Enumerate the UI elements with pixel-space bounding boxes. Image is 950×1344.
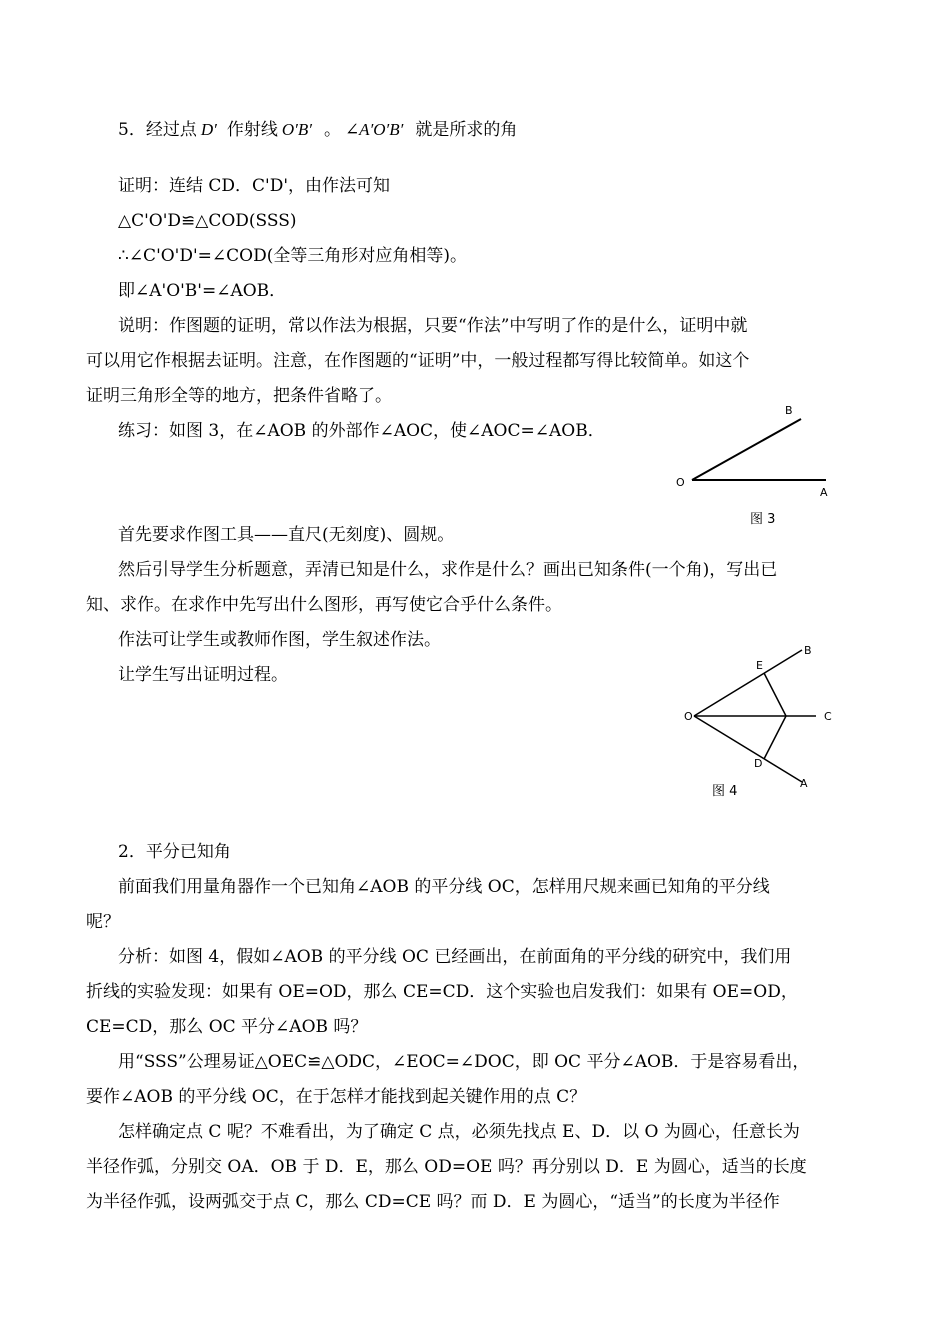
segment-dc xyxy=(764,716,786,759)
teaching-line-4: 作法可让学生或教师作图，学生叙述作法。 xyxy=(118,630,441,650)
section-2-heading: 2．平分已知角 xyxy=(118,842,231,862)
fig3-label-a: A xyxy=(820,486,828,499)
proof-line-4: 即∠A'O'B'=∠AOB． xyxy=(118,281,287,301)
ray-formula: O′B′ xyxy=(281,120,312,139)
angle-formula: ∠A′O′B′ xyxy=(344,120,404,139)
step5-line xyxy=(118,118,517,142)
fig4-label-o: O xyxy=(684,710,693,723)
fig3-caption: 图 3 xyxy=(750,512,776,527)
step5-suffix: 就是所求的角 xyxy=(415,120,518,140)
note-line-1: 说明：作图题的证明，常以作法为根据，只要“作法”中写明了作的是什么，证明中就 xyxy=(118,316,748,336)
proof-line-1: 证明：连结 CD．C'D'，由作法可知 xyxy=(118,176,391,196)
section2-p1-line-1: 前面我们用量角器作一个已知角∠AOB 的平分线 OC，怎样用尺规来画已知角的平分线 xyxy=(118,877,770,897)
figure-3 xyxy=(668,398,838,530)
fig3-label-b: B xyxy=(785,404,793,417)
fig4-label-c: C xyxy=(824,710,832,723)
ray-ob xyxy=(692,419,801,480)
exercise-line-1: 练习：如图 3，在∠AOB 的外部作∠AOC，使∠AOC=∠AOB． xyxy=(118,421,605,441)
section2-p1-line-2: 呢？ xyxy=(86,912,120,932)
teaching-line-2: 然后引导学生分析题意，弄清已知是什么，求作是什么？画出已知条件(一个角)，写出已 xyxy=(118,560,778,580)
fig3-label-o: O xyxy=(676,476,685,489)
proof-line-2: △C'O'D≌△COD(SSS) xyxy=(118,211,297,231)
ray-oa xyxy=(694,716,802,782)
note-line-2: 可以用它作根据去证明。注意，在作图题的“证明”中，一般过程都写得比较简单。如这个 xyxy=(86,351,750,371)
note-line-3: 证明三角形全等的地方，把条件省略了。 xyxy=(86,386,392,406)
section2-p4-line-1: 怎样确定点 C 呢？不难看出，为了确定 C 点，必须先找点 E、D．以 O 为圆心，任意长为 xyxy=(118,1122,800,1142)
proof-line-3: ∴∠C'O'D'=∠COD(全等三角形对应角相等)。 xyxy=(118,246,467,266)
teaching-line-5: 让学生写出证明过程。 xyxy=(118,665,288,685)
figure-4 xyxy=(676,640,846,802)
segment-ec xyxy=(764,673,786,716)
section2-p3-line-1: 用“SSS”公理易证△OEC≌△ODC，∠EOC=∠DOC，即 OC 平分∠AOB．于是容易看出， xyxy=(118,1052,810,1072)
section2-p2-line-1: 分析：如图 4，假如∠AOB 的平分线 OC 已经画出，在前面角的平分线的研究中，我们用 xyxy=(118,947,792,967)
section2-p2-line-2: 折线的实验发现：如果有 OE=OD，那么 CE=CD．这个实验也启发我们：如果有 OE=OD， xyxy=(86,982,798,1002)
fig4-label-d: D xyxy=(754,757,763,770)
point-d-formula: D′ xyxy=(200,120,217,139)
fig4-label-e: E xyxy=(756,659,763,672)
step5-mid: 作射线 xyxy=(226,120,278,140)
fig4-label-b: B xyxy=(804,644,812,657)
ray-ob xyxy=(694,650,802,716)
section2-p4-line-2: 半径作弧，分别交 OA．OB 于 D．E，那么 OD=OE 吗？再分别以 D．E 为圆心，适当的长度 xyxy=(86,1157,807,1177)
fig4-caption: 图 4 xyxy=(712,784,738,799)
section2-p4-line-3: 为半径作弧，设两弧交于点 C，那么 CD=CE 吗？而 D．E 为圆心，“适当”的长度为半径作 xyxy=(86,1192,780,1212)
teaching-line-3: 知、求作。在求作中先写出什么图形，再写使它合乎什么条件。 xyxy=(86,595,562,615)
section2-p2-line-3: CE=CD，那么 OC 平分∠AOB 吗？ xyxy=(86,1017,368,1037)
teaching-line-1: 首先要求作图工具——直尺(无刻度)、圆规。 xyxy=(118,525,455,545)
section2-p3-line-2: 要作∠AOB 的平分线 OC，在于怎样才能找到起关键作用的点 C？ xyxy=(86,1087,587,1107)
fig4-label-a: A xyxy=(800,777,808,790)
step5-prefix: 5．经过点 xyxy=(118,120,197,140)
step5-dot: 。 xyxy=(323,120,341,140)
